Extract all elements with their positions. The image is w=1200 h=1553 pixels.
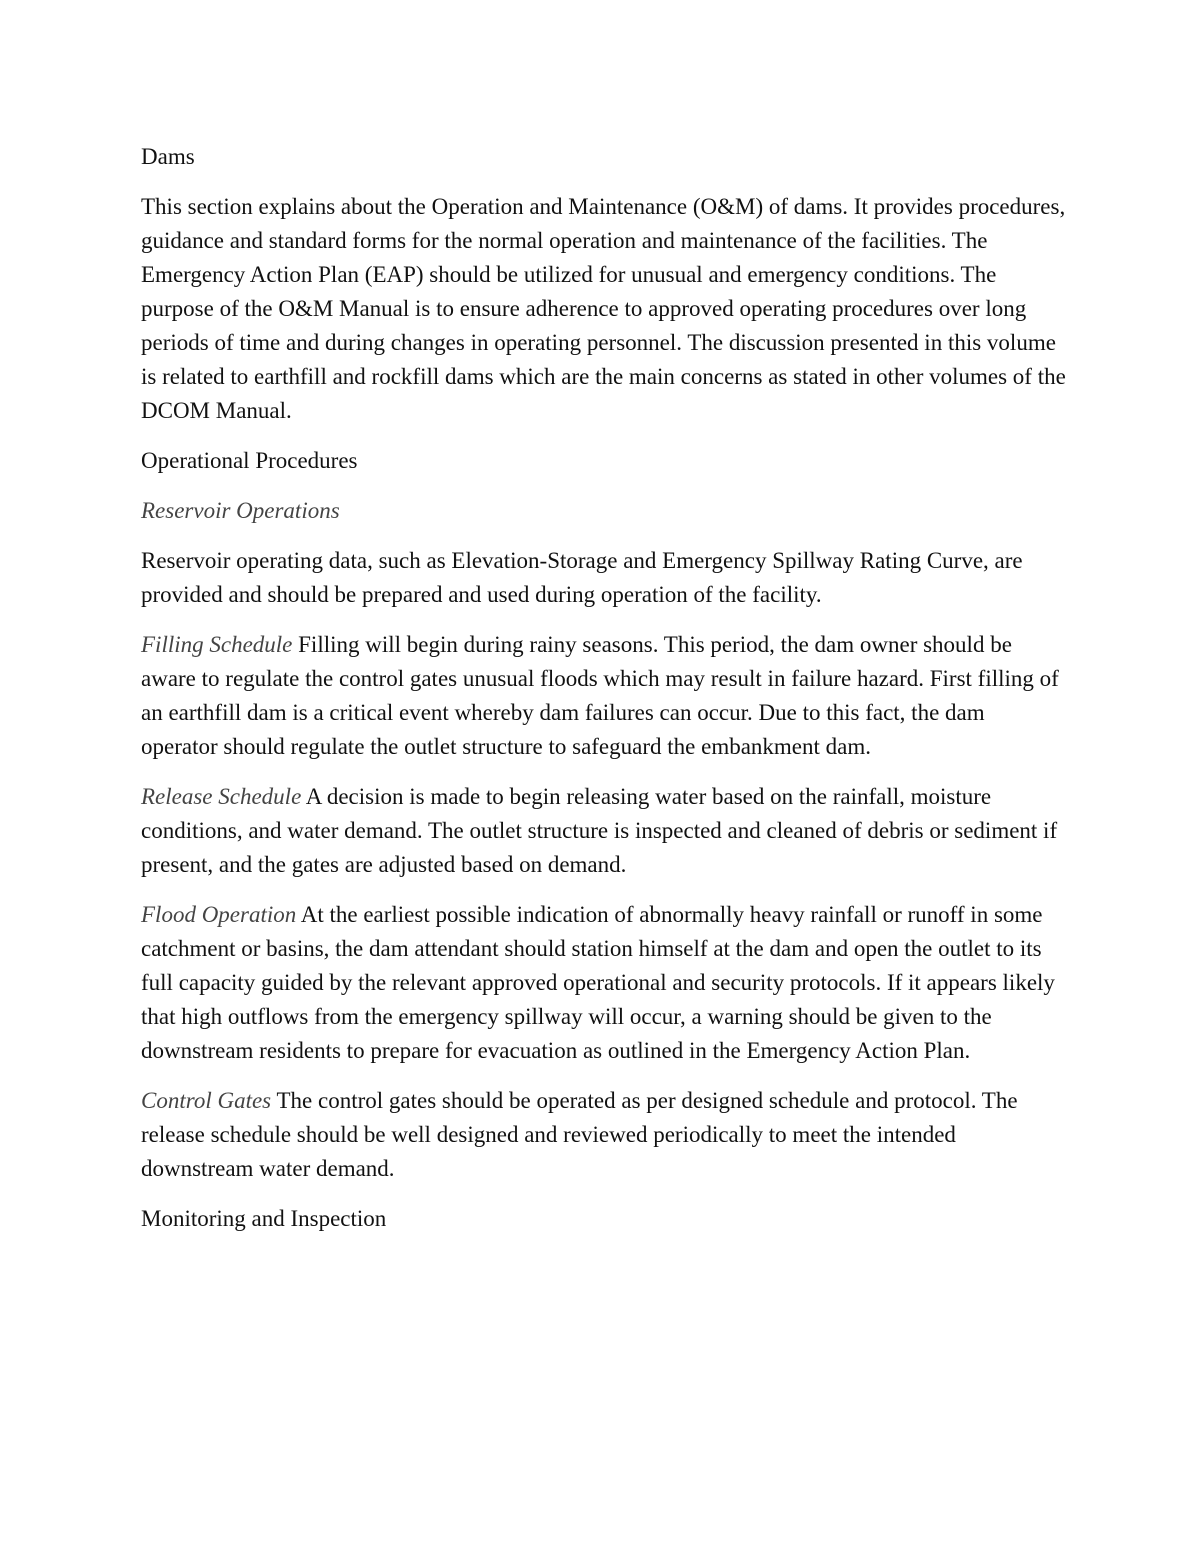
filling-schedule-text: Filling will begin during rainy seasons. This period, the dam owner should be aware to regulate the control gates unusual floods which may result in failure hazard. First filling of an earthfill dam is a critical event whereby dam failures can occur. Due to this fact, the dam operator should regulate the outlet structure to safeguard the embankment dam.: [141, 632, 1059, 759]
section-heading-operational-procedures: Operational Procedures: [141, 448, 358, 473]
flood-operation-paragraph: [141, 898, 1066, 1068]
section-heading-monitoring-inspection: Monitoring and Inspection: [141, 1206, 387, 1231]
flood-operation-label: Flood Operation: [141, 902, 297, 927]
reservoir-operations-paragraph: Reservoir operating data, such as Elevation-Storage and Emergency Spillway Rating Curve, are provided and should be prepared and used during operation of the facility.: [141, 548, 1023, 607]
document-title: Dams: [141, 144, 195, 169]
document-page: [141, 140, 1066, 1252]
intro-paragraph: This section explains about the Operation and Maintenance (O&M) of dams. It provides procedures, guidance and standard forms for the normal operation and maintenance of the facilities. The Emergency Action Plan (EAP) should be utilized for unusual and emergency conditions. The purpose of the O&M Manual is to ensure adherence to approved operating procedures over long periods of time and during changes in operating personnel. The discussion presented in this volume is related to earthfill and rockfill dams which are the main concerns as stated in other volumes of the DCOM Manual.: [141, 194, 1066, 423]
release-schedule-text: A decision is made to begin releasing water based on the rainfall, moisture conditions, and water demand. The outlet structure is inspected and cleaned of debris or sediment if present, and the gates are adjusted based on demand.: [141, 784, 1058, 877]
flood-operation-text: At the earliest possible indication of abnormally heavy rainfall or runoff in some catchment or basins, the dam attendant should station himself at the dam and open the outlet to its full capacity guided by the relevant approved operational and security protocols. If it appears likely that high outflows from the emergency spillway will occur, a warning should be given to the downstream residents to prepare for evacuation as outlined in the Emergency Action Plan.: [141, 902, 1055, 1063]
control-gates-text: The control gates should be operated as per designed schedule and protocol. The release schedule should be well designed and reviewed periodically to meet the intended downstream water demand.: [141, 1088, 1018, 1181]
control-gates-paragraph: [141, 1084, 1066, 1186]
control-gates-label: Control Gates: [141, 1088, 272, 1113]
filling-schedule-label: Filling Schedule: [141, 632, 293, 657]
release-schedule-paragraph: [141, 780, 1066, 882]
subsection-heading-reservoir-operations: Reservoir Operations: [141, 498, 340, 523]
filling-schedule-paragraph: [141, 628, 1066, 764]
release-schedule-label: Release Schedule: [141, 784, 302, 809]
